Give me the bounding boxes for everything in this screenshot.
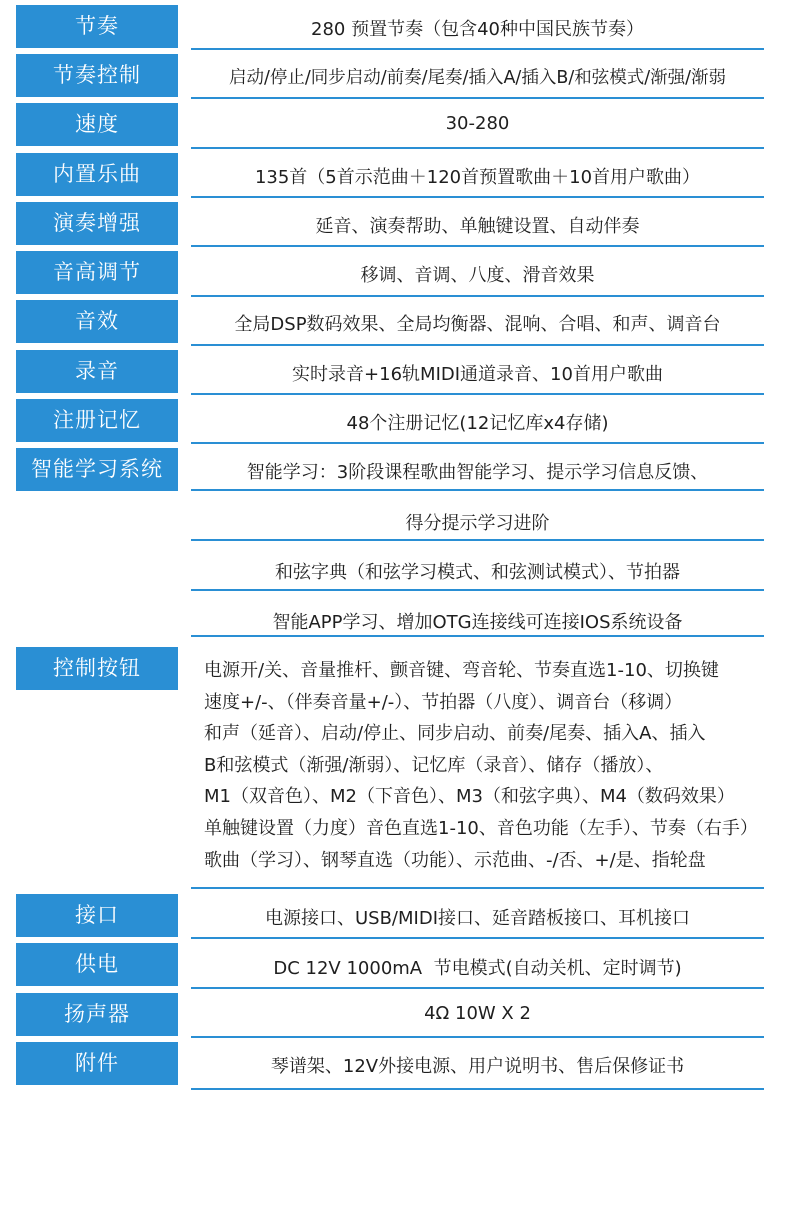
spec-value: 延音、演奏帮助、单触键设置、自动伴奏: [315, 216, 640, 237]
divider: [191, 97, 764, 99]
spec-value: 30-280: [445, 113, 510, 134]
divider: [191, 442, 764, 444]
spec-value: 实时录音+16轨MIDI通道录音、10首用户歌曲: [292, 364, 663, 385]
spec-value: DC 12V 1000mA 节电模式(自动关机、定时调节): [273, 958, 682, 979]
spec-value: 全局DSP数码效果、全局均衡器、混响、合唱、和声、调音台: [234, 314, 721, 335]
learning-line: 智能学习：3阶段课程歌曲智能学习、提示学习信息反馈、: [246, 462, 709, 483]
divider: [191, 48, 764, 50]
controls-line: B和弦模式（渐强/渐弱）、记忆库（录音）、储存（播放）、: [204, 754, 664, 776]
learning-line: 和弦字典（和弦学习模式、和弦测试模式）、节拍器: [275, 562, 680, 583]
learning-line: 智能APP学习、增加OTG连接线可连接IOS系统设备: [272, 612, 683, 633]
controls-line: 和声（延音）、启动/停止、同步启动、前奏/尾奏、插入A、插入: [204, 723, 706, 745]
spec-label: 音高调节: [16, 251, 178, 294]
controls-list: [204, 655, 764, 876]
divider: [191, 635, 764, 637]
spec-label: 音效: [16, 300, 178, 343]
spec-label: 速度: [16, 103, 178, 146]
spec-label: 节奏: [16, 5, 178, 48]
spec-label: 内置乐曲: [16, 153, 178, 196]
controls-line: 速度+/-、（伴奏音量+/-）、节拍器（八度）、调音台（移调）: [204, 691, 683, 713]
spec-label: 扬声器: [16, 993, 178, 1036]
spec-label: 演奏增强: [16, 202, 178, 245]
controls-line: 单触键设置（力度）音色直选1-10、音色功能（左手）、节奏（右手）: [204, 817, 758, 839]
spec-value: 启动/停止/同步启动/前奏/尾奏/插入A/插入B/和弦模式/渐强/渐弱: [228, 68, 727, 88]
divider: [191, 1036, 764, 1038]
spec-value: 电源接口、USB/MIDI接口、延音踏板接口、耳机接口: [264, 908, 691, 929]
divider: [191, 887, 764, 889]
divider: [191, 589, 764, 591]
learning-line: 得分提示学习进阶: [405, 513, 550, 534]
spec-label: 供电: [16, 943, 178, 986]
spec-value: 4Ω 10W X 2: [424, 1003, 531, 1024]
divider: [191, 196, 764, 198]
divider: [191, 245, 764, 247]
divider: [191, 937, 764, 939]
controls-line: 电源开/关、音量推杆、颤音键、弯音轮、节奏直选1-10、切换键: [204, 660, 719, 681]
divider: [191, 344, 764, 346]
spec-label: 节奏控制: [16, 54, 178, 97]
spec-value: 琴谱架、12V外接电源、用户说明书、售后保修证书: [270, 1056, 685, 1077]
spec-label: 录音: [16, 350, 178, 393]
controls-line: M1（双音色）、M2（下音色）、M3（和弦字典）、M4（数码效果）: [204, 786, 735, 808]
spec-label: 附件: [16, 1042, 178, 1085]
spec-value: 135首（5首示范曲＋120首预置歌曲＋10首用户歌曲）: [254, 167, 701, 188]
divider: [191, 987, 764, 989]
divider: [191, 539, 764, 541]
spec-value: 280 预置节奏（包含40种中国民族节奏）: [311, 19, 644, 40]
spec-value: 48个注册记忆(12记忆库x4存储): [346, 413, 609, 434]
spec-label: 注册记忆: [16, 399, 178, 442]
spec-label: 接口: [16, 894, 178, 937]
spec-label: 控制按钮: [16, 647, 178, 690]
divider: [191, 1088, 764, 1090]
divider: [191, 393, 764, 395]
spec-value: 移调、音调、八度、滑音效果: [360, 265, 595, 286]
spec-label: 智能学习系统: [16, 448, 178, 491]
divider: [191, 147, 764, 149]
divider: [191, 295, 764, 297]
divider: [191, 489, 764, 491]
controls-line: 歌曲（学习）、钢琴直选（功能）、示范曲、-/否、+/是、指轮盘: [204, 849, 706, 871]
